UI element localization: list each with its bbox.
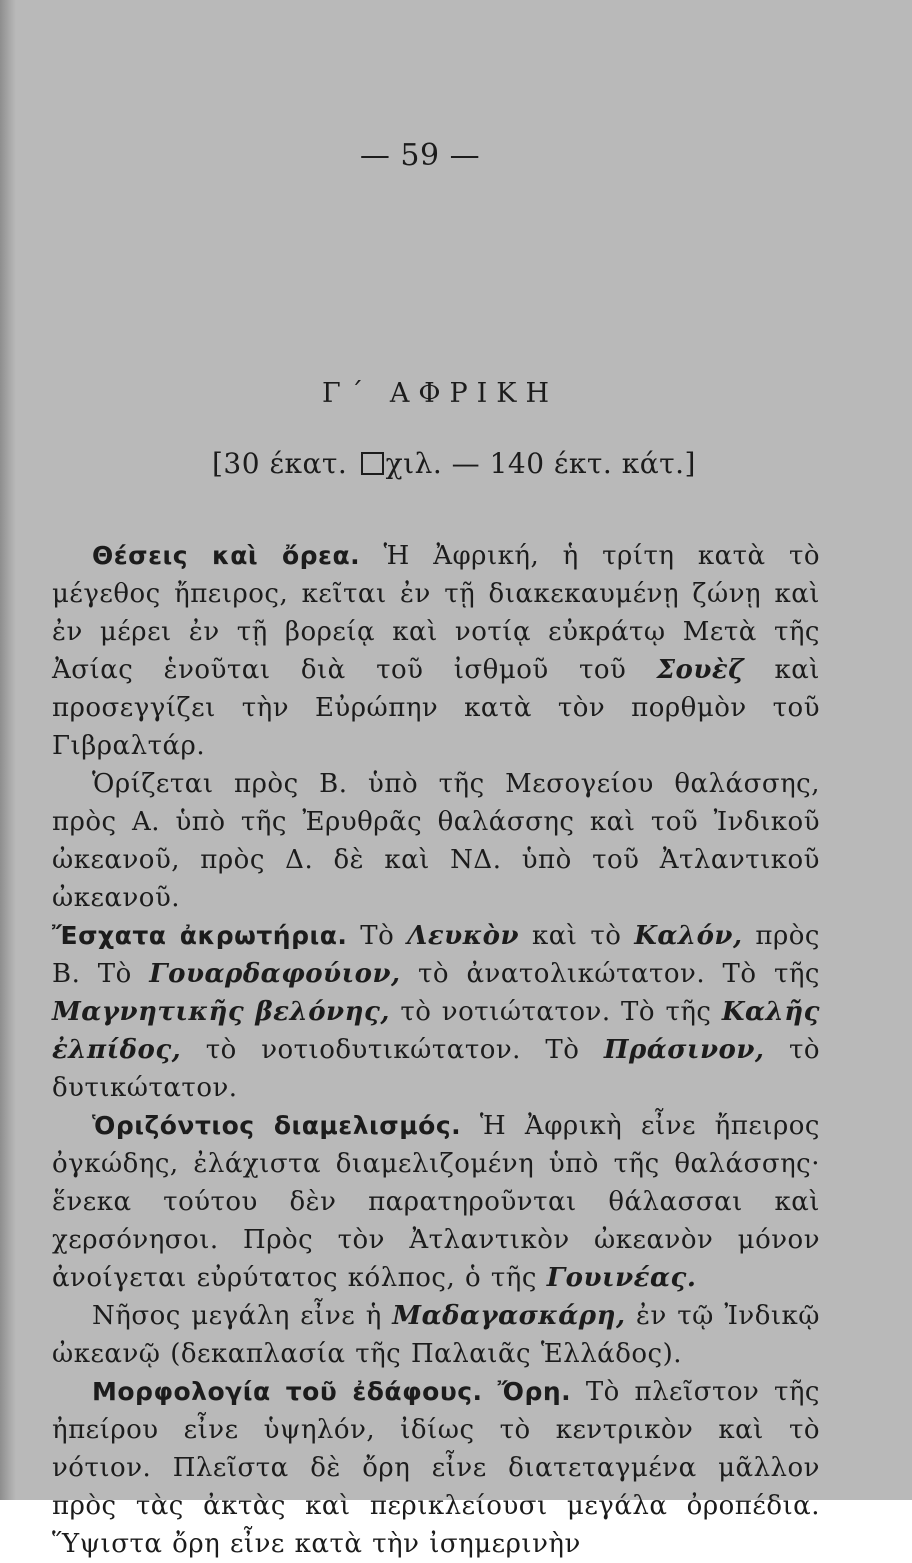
area-value: [30 έκατ. [212,447,348,480]
paragraph-horizontal-division [52,1107,820,1297]
body-text [52,537,820,1563]
emphasized-term: Πράσινον, [603,1035,765,1065]
paragraph-text: Ἡ Ἀφρική, ἡ τρίτη κατὰ τὸ μέγεθος ἤπειρος, κεῖται ἐν τῇ διακεκαυμένῃ ζώνῃ καὶ ἐν μέρει ἐν τῇ βορείᾳ καὶ νοτίᾳ εὐκράτῳ Μετὰ τῆς Ἀσίας ἑνοῦται διὰ τοῦ ἰσθμοῦ τοῦ [52,541,821,685]
chapter-title: Γ΄ ΑΦΡΙΚΗ [322,378,558,409]
population-value: — 140 έκτ. κάτ.] [451,447,696,480]
emphasized-term: Καλόν, [634,921,743,951]
page-binding-edge [0,0,16,1500]
paragraph-text: καὶ προσεγγίζει τὴν Εὐρώπην κατὰ τὸν πορθμὸν τοῦ Γιβραλτάρ. [52,655,820,761]
section-heading: Ὁριζόντιος διαμελισμός. [92,1111,462,1140]
paragraph-position [52,537,820,765]
paragraph-borders [52,765,820,917]
paragraph-text: τὸ δυτικώτατον. [52,1035,820,1103]
paragraph-text: τὸ νοτιοδυτικώτατον. Τὸ [181,1035,604,1065]
square-symbol-icon [361,452,384,475]
page-number: — 59 — [359,138,481,173]
emphasized-term: Μαγνητικῆς βελόνης, [52,997,390,1027]
paragraph-text: Τὸ [347,921,408,951]
area-population-line [212,447,732,480]
emphasized-term: Γουινέας. [546,1263,697,1293]
paragraph-capes [52,917,820,1107]
emphasized-term: Σουὲζ [656,655,745,685]
paragraph-text: Ἡ Ἀφρικὴ εἶνε ἤπειρος ὀγκώδης, ἐλάχιστα διαμελιζομένη ὑπὸ τῆς θαλάσσης· ἕνεκα τούτου δὲν παρατηροῦνται θάλασσαι καὶ χερσόνησοι. Πρὸς τὸν Ἀτλαντικὸν ὠκεανὸν μόνον ἀνοίγεται εὐρύτατος κόλπος, ὁ τῆς [52,1111,820,1293]
paragraph-text: Ὁρίζεται πρὸς Β. ὑπὸ τῆς Μεσογείου θαλάσσης, πρὸς Α. ὑπὸ τῆς Ἐρυθρᾶς θαλάσσης καὶ τοῦ Ἰνδικοῦ ὠκεανοῦ, πρὸς Δ. δὲ καὶ ΝΔ. ὑπὸ τοῦ Ἀτλαντικοῦ ὠκεανοῦ. [52,769,820,913]
section-heading: Θέσεις καὶ ὄρεα. [92,541,361,570]
emphasized-term: Καλῆς ἐλπίδος, [52,997,820,1065]
paragraph-text: ἐν τῷ Ἰνδικῷ ὠκεανῷ (δεκαπλασία τῆς Παλαιᾶς Ἑλλάδος). [52,1301,820,1369]
paragraph-island [52,1297,820,1373]
paragraph-text: τὸ ἀνατολικώτατον. Τὸ τῆς [400,959,820,989]
paragraph-text: πρὸς Β. Τὸ [52,921,820,989]
emphasized-term: Γουαρδαφούιον, [149,959,401,989]
paragraph-text: τὸ νοτιώτατον. Τὸ τῆς [389,997,722,1027]
paragraph-text: καὶ τὸ [519,921,635,951]
emphasized-term: Λευκὸν [407,921,520,951]
section-heading: Ἔσχατα ἀκρωτήρια. [52,921,348,950]
paragraph-text: Τὸ πλεῖστον τῆς ἠπείρου εἶνε ὑψηλόν, ἰδίως τὸ κεντρικὸν καὶ τὸ νότιον. Πλεῖστα δὲ ὄρη εἶνε διατεταγμένα μᾶλλον πρὸς τὰς ἀκτὰς καὶ περικλείουσι μεγάλα ὀροπέδια. Ὕψιστα ὄρη εἶνε κατὰ τὴν ἰσημερινὴν [52,1377,820,1559]
section-heading: Μορφολογία τοῦ ἐδάφους. Ὄρη. [92,1377,572,1406]
paragraph-text: Νῆσος μεγάλη εἶνε ἡ [92,1301,393,1331]
area-unit: χιλ. [385,447,443,480]
paragraph-morphology [52,1373,820,1563]
emphasized-term: Μαδαγασκάρη, [392,1301,626,1331]
